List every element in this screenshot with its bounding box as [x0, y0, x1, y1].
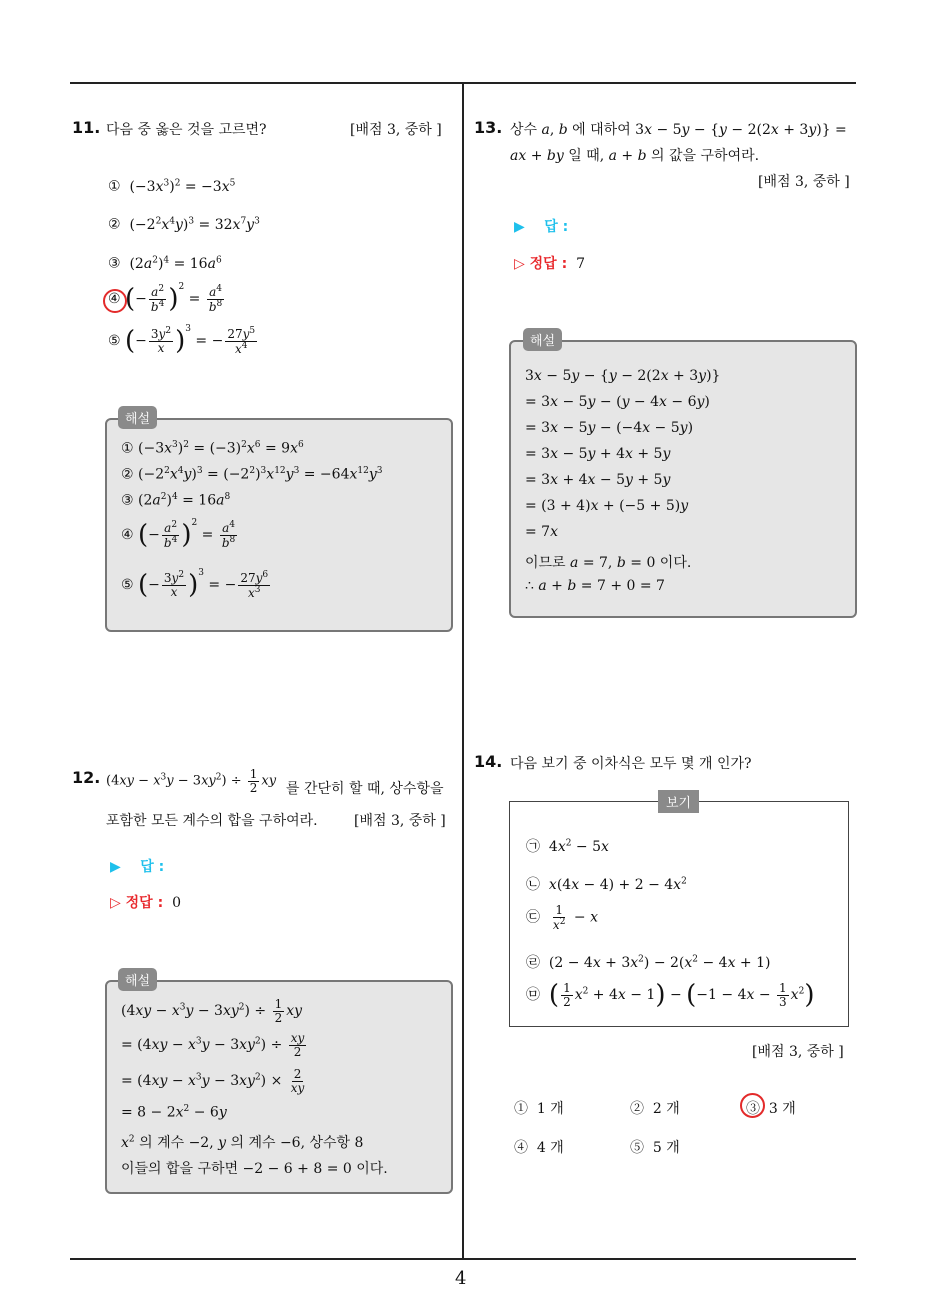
bogi-item: ㉤ ( $\frac{1}{2}$ $x^2 + 4x - 1) - (-1 - 4x$ − $\frac{1}{3}$ $x^2$) [526, 980, 815, 1010]
solution-line: ∴ a + b = 7 + 0 = 7 [525, 578, 665, 594]
points-label: [배점 3, 중하 ] [758, 174, 850, 190]
bogi-item: ㉡ $x(4x - 4) + 2 - 4x^2$ [526, 876, 687, 893]
solution-box [105, 418, 453, 632]
solution-line: ① $(-3x^3)^2 = (-3)^2x^6 = 9x^6$ [121, 440, 304, 457]
bogi-item: ㉢ $\frac{1}{x^2}$ − x [526, 903, 598, 932]
points-label: [배점 3, 중하 ] [350, 122, 442, 138]
option-mark: ② [108, 216, 121, 233]
option-5[interactable] [108, 324, 259, 356]
answer-row [514, 216, 568, 236]
triangle-outline-icon: ▷ [110, 895, 121, 911]
option-math: $(-3x^3)^2 = -3x^5$ [129, 178, 236, 195]
question-text: 다음 중 옳은 것을 고르면? [106, 122, 267, 138]
question-number: 13. [474, 118, 503, 137]
choice-2[interactable] [630, 1098, 680, 1118]
triangle-outline-icon: ▷ [514, 256, 525, 272]
solution-line: = 7x [525, 524, 558, 540]
answer-row [110, 856, 164, 876]
correct-label: 정답 : [125, 895, 164, 911]
question-text-line1: 상수 a, b 에 대하여 3x − 5y − {y − 2(2x + 3y)} = [510, 122, 847, 138]
option-mark: ④ [108, 291, 121, 307]
bogi-item: ㉠ $4x^2 - 5x$ [526, 838, 609, 855]
column-divider [462, 84, 464, 1259]
bogi-item: ㉣ $(2 - 4x + 3x^2) - 2(x^2 - 4x + 1)$ [526, 954, 771, 971]
choice-4[interactable] [514, 1137, 564, 1157]
selected-answer-circle [103, 289, 127, 313]
solution-line: = $8 - 2x^2 - 6y$ [121, 1104, 227, 1121]
solution-tag: 해설 [118, 968, 157, 991]
solution-line: 이들의 합을 구하면 −2 − 6 + 8 = 0 이다. [121, 1161, 388, 1177]
option-mark: ③ [108, 255, 121, 272]
option-mark: ① [108, 178, 121, 195]
choice-mark: ④ [514, 1140, 528, 1156]
solution-line: 3x − 5y − {y − 2(2x + 3y)} [525, 368, 721, 384]
choice-text: 3 개 [768, 1101, 796, 1117]
choice-mark: ③ [746, 1101, 760, 1117]
option-math: $(-2^2x^4y)^3 = 32x^7y^3$ [129, 216, 260, 233]
points-label: [배점 3, 중하 ] [752, 1044, 844, 1060]
solution-tag: 해설 [118, 406, 157, 429]
solution-line: = 3x − 5y − (y − 4x − 6y) [525, 394, 710, 410]
page-number: 4 [455, 1268, 467, 1289]
choice-text: 1 개 [536, 1101, 564, 1117]
solution-line: = 3x + 4x − 5y + 5y [525, 472, 671, 488]
option-math: $(2a^2)^4 = 16a^6$ [129, 255, 222, 272]
correct-value: 7 [576, 256, 585, 272]
question-number: 14. [474, 752, 503, 771]
correct-answer-row [514, 253, 585, 273]
question-expression: $(4xy - x^3y - 3xy^2)$ ÷ $\frac{1}{2}$ xy [106, 767, 277, 795]
correct-answer-row [110, 892, 181, 912]
correct-label: 정답 : [529, 256, 568, 272]
solution-line: ③ $(2a^2)^4 = 16a^8$ [121, 492, 231, 509]
solution-box [509, 340, 857, 618]
solution-line: ④ (− $\frac{a^2}{b^4}$ )$^2$ = $\frac{a^4}{b^8}$ [121, 518, 236, 550]
answer-label: 답 : [140, 859, 165, 875]
option-mark: ⑤ [108, 333, 121, 349]
bogi-tag: 보기 [658, 790, 699, 813]
option-math: (− $\frac{a^2}{b^4}$ )$^2$ = $\frac{a^4}{b^8}$ [125, 282, 223, 314]
choice-text: 5 개 [652, 1140, 680, 1156]
solution-tag: 해설 [523, 328, 562, 351]
question-text: 다음 보기 중 이차식은 모두 몇 개 인가? [510, 756, 752, 772]
question-number: 11. [72, 118, 101, 137]
question-text-line2: 포함한 모든 계수의 합을 구하여라. [106, 813, 318, 829]
bottom-rule [70, 1258, 856, 1260]
question-text-line2: ax + by 일 때, a + b 의 값을 구하여라. [510, 148, 760, 164]
question-text-line1: 를 간단히 할 때, 상수항을 [286, 781, 444, 797]
option-1[interactable] [108, 178, 235, 195]
choice-mark: ① [514, 1101, 528, 1117]
solution-line: ⑤ (− $\frac{3y^2}{x}$ )$^3$ = − $\frac{27y^6}{x^3}$ [121, 568, 269, 600]
solution-line: = 3x − 5y − (−4x − 5y) [525, 420, 694, 436]
points-label: [배점 3, 중하 ] [354, 813, 446, 829]
choice-mark: ② [630, 1101, 644, 1117]
solution-line: $x^2$ 의 계수 −2, y 의 계수 −6, 상수항 8 [121, 1134, 364, 1151]
choice-mark: ⑤ [630, 1140, 644, 1156]
play-icon: ▶ [514, 219, 525, 235]
choice-text: 2 개 [652, 1101, 680, 1117]
question-number: 12. [72, 768, 101, 787]
choice-text: 4 개 [536, 1140, 564, 1156]
play-icon: ▶ [110, 859, 121, 875]
solution-line: = $(4xy - x^3y - 3xy^2)$ × $\frac{2}{xy}$ [121, 1067, 305, 1095]
option-math: (− $\frac{3y^2}{x}$ )$^3$ = − $\frac{27y^5}{x^4}$ [125, 324, 256, 356]
answer-label: 답 : [544, 219, 569, 235]
selected-answer-circle [740, 1093, 765, 1118]
choice-5[interactable] [630, 1137, 680, 1157]
solution-line: = (3 + 4)x + (−5 + 5)y [525, 498, 689, 514]
solution-line: $(4xy - x^3y - 3xy^2)$ ÷ $\frac{1}{2}$ xy [121, 997, 303, 1025]
solution-line: = 3x − 5y + 4x + 5y [525, 446, 671, 462]
choice-1[interactable] [514, 1098, 564, 1118]
solution-line: ② $(-2^2x^4y)^3 = (-2^2)^3x^{12}y^3 = -64x^{12}y^3$ [121, 466, 383, 483]
correct-value: 0 [172, 895, 181, 911]
option-2[interactable] [108, 216, 260, 233]
solution-box [105, 980, 453, 1194]
solution-line: 이므로 a = 7, b = 0 이다. [525, 555, 692, 571]
solution-line: = $(4xy - x^3y - 3xy^2)$ ÷ $\frac{xy}{2}$ [121, 1031, 305, 1059]
option-3[interactable] [108, 255, 222, 272]
bogi-box [509, 801, 849, 1027]
